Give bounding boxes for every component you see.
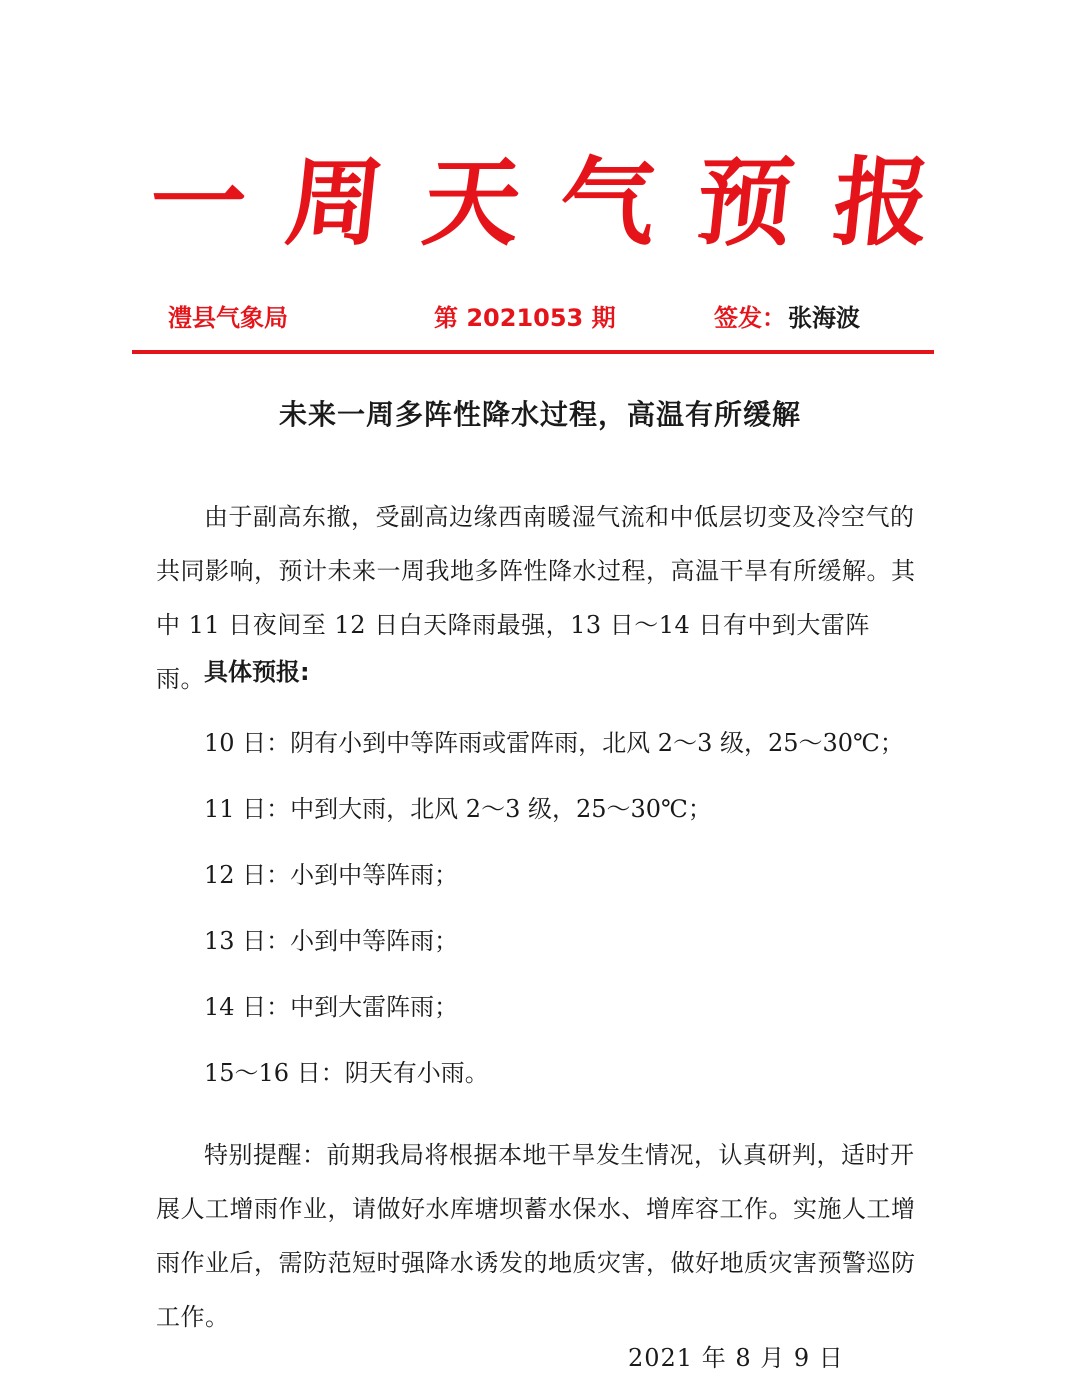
issue-info-row <box>132 298 934 342</box>
masthead-char: 气 <box>554 146 663 259</box>
masthead-title <box>144 146 936 259</box>
intro-paragraph: 由于副高东撤，受副高边缘西南暖湿气流和中低层切变及冷空气的共同影响，预计未来一周我地多阵性降水过程，高温干旱有所缓解。其中 11 日夜间至 12 日白天降雨最强，13 日～14 日有中到大雷阵雨。 <box>156 503 916 693</box>
forecast-section-title: 具体预报: <box>204 658 310 686</box>
forecast-item: 10 日：阴有小到中等阵雨或雷阵雨，北风 2～3 级，25～30℃； <box>204 729 904 757</box>
masthead-char: 周 <box>280 146 389 259</box>
issue-date: 2021 年 8 月 9 日 <box>628 1344 844 1372</box>
issuing-agency: 澧县气象局 <box>168 304 288 332</box>
signer-name: 张海波 <box>788 304 860 332</box>
forecast-item: 12 日：小到中等阵雨； <box>204 861 459 889</box>
forecast-item: 11 日：中到大雨，北风 2～3 级，25～30℃； <box>204 795 712 823</box>
forecast-item: 13 日：小到中等阵雨； <box>204 927 459 955</box>
article-headline: 未来一周多阵性降水过程，高温有所缓解 <box>278 398 801 431</box>
signer-label: 签发： <box>714 304 786 332</box>
masthead-char: 天 <box>417 146 526 259</box>
special-reminder-paragraph: 特别提醒：前期我局将根据本地干旱发生情况，认真研判，适时开展人工增雨作业，请做好水库塘坝蓄水保水、增库容工作。实施人工增雨作业后，需防范短时强降水诱发的地质灾害，做好地质灾害预警巡防工作。 <box>156 1141 916 1331</box>
forecast-item: 15～16 日：阴天有小雨。 <box>204 1059 489 1087</box>
forecast-list <box>204 710 924 1106</box>
forecast-item: 14 日：中到大雷阵雨； <box>204 993 459 1021</box>
masthead-char: 一 <box>144 146 252 259</box>
masthead-char: 预 <box>691 146 800 259</box>
header-divider <box>132 350 934 354</box>
masthead-char: 报 <box>828 146 936 259</box>
issue-number: 第 2021053 期 <box>434 304 616 332</box>
